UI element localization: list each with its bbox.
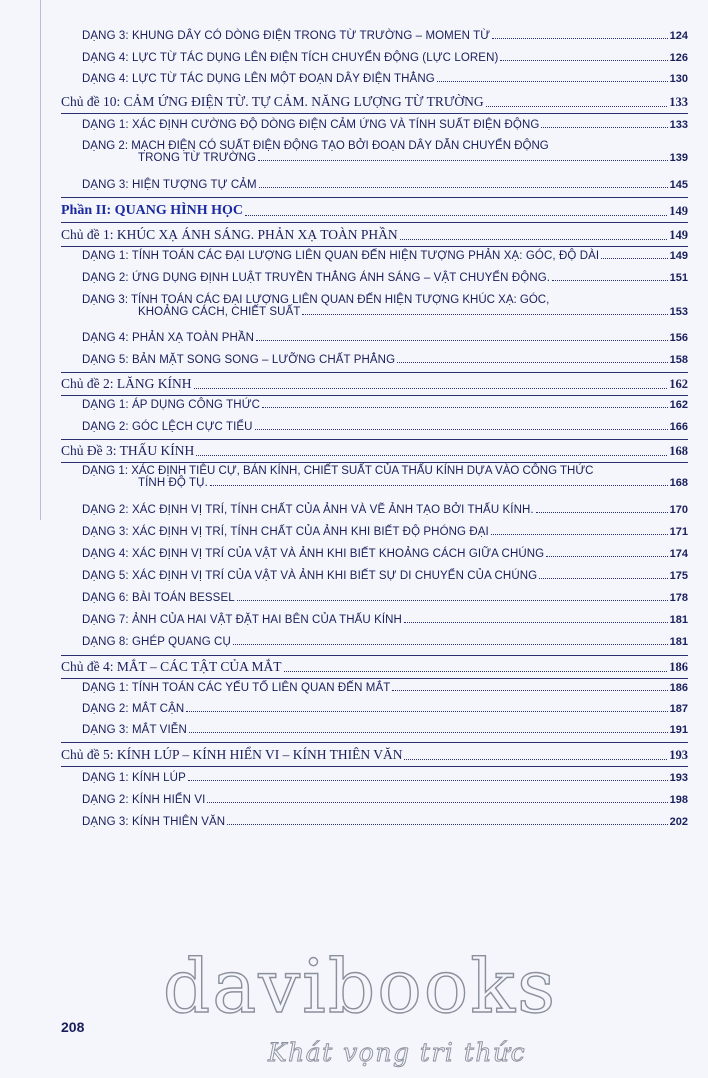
toc-entry[interactable]: [82, 636, 688, 648]
dot-leader: [392, 689, 667, 691]
toc-chapter-label: Chủ đề 2: LĂNG KÍNH: [61, 376, 192, 391]
dot-leader: [552, 279, 668, 281]
toc-entry-label: DẠNG 2: XÁC ĐỊNH VỊ TRÍ, TÍNH CHẤT CỦA ẢNH VÀ VẼ ẢNH TẠO BỞI THẤU KÍNH.: [82, 504, 534, 516]
toc-entry[interactable]: [82, 272, 688, 284]
dot-leader: [486, 105, 668, 107]
toc-entry[interactable]: [82, 73, 688, 85]
toc-entry[interactable]: [82, 294, 688, 318]
toc-entry-page: 171: [669, 526, 688, 538]
toc-entry-label: DẠNG 3: HIỆN TƯỢNG TỰ CẢM: [82, 179, 257, 191]
toc-entry-label: DẠNG 4: XÁC ĐỊNH VỊ TRÍ CỦA VẬT VÀ ẢNH KHI BIẾT KHOẢNG CÁCH GIỮA CHÚNG: [82, 548, 545, 560]
toc-entry-label: DẠNG 4: LỰC TỪ TÁC DỤNG LÊN ĐIỆN TÍCH CHUYỂN ĐỘNG (LỰC LOREN): [82, 52, 499, 64]
toc-entry[interactable]: [82, 354, 688, 366]
toc-entry-page: 158: [669, 354, 688, 366]
toc-entry-label: DẠNG 2: GÓC LỆCH CỰC TIỂU: [82, 421, 253, 433]
toc-part-page: 149: [669, 204, 688, 218]
toc-entry-label: DẠNG 2: KÍNH HIỂN VI: [82, 794, 206, 806]
toc-chapter-label: Chủ đề 4: MẮT – CÁC TẬT CỦA MẮT: [61, 659, 282, 674]
page-number: 208: [61, 1019, 85, 1035]
chapter-rule: [61, 462, 688, 463]
toc-entry-page: 133: [669, 119, 688, 131]
dot-leader: [546, 555, 667, 557]
toc-chapter[interactable]: [61, 659, 688, 675]
toc-chapter[interactable]: [61, 94, 688, 110]
dot-leader: [536, 511, 668, 513]
watermark-subtitle: Khát vọng tri thức: [268, 1038, 527, 1067]
dot-leader: [491, 533, 668, 535]
toc-entry-page: 170: [669, 504, 688, 516]
toc-entry-page: 156: [669, 332, 688, 344]
toc-entry-label-continued: TÍNH ĐỘ TỤ.: [138, 477, 208, 489]
toc-chapter-label: Chủ Đề 3: THẤU KÍNH: [61, 443, 195, 458]
toc-entry[interactable]: [82, 504, 688, 516]
toc-entry-label: DẠNG 2: MẮT CẬN: [82, 703, 185, 715]
section-rule: [61, 372, 688, 373]
toc-chapter[interactable]: [61, 443, 688, 459]
toc-entry-label: DẠNG 1: TÍNH TOÁN CÁC YẾU TỐ LIÊN QUAN ĐẾN MẮT: [82, 682, 391, 694]
toc-entry-page: 186: [669, 682, 688, 694]
toc-entry-page: 198: [669, 794, 688, 806]
dot-leader: [541, 126, 667, 128]
toc-entry-label: DẠNG 3: MẮT VIỄN: [82, 724, 187, 736]
toc-entry-label: DẠNG 1: XÁC ĐỊNH TIÊU CỰ, BÁN KÍNH, CHIẾT SUẤT CỦA THẤU KÍNH DỰA VÀO CÔNG THỨC: [82, 465, 594, 477]
toc-entry-label: DẠNG 2: MẠCH ĐIỆN CÓ SUẤT ĐIỆN ĐỘNG TẠO BỞI ĐOẠN DÂY DẪN CHUYỂN ĐỘNG: [82, 140, 549, 152]
watermark-title: davibooks: [162, 944, 558, 1030]
toc-entry-page: 162: [669, 399, 688, 411]
toc-entry[interactable]: [82, 794, 688, 806]
toc-entry-page: 130: [669, 73, 688, 85]
toc-chapter-label: Chủ đề 5: KÍNH LÚP – KÍNH HIỂN VI – KÍNH THIÊN VĂN: [61, 747, 403, 762]
toc-entry-page: 168: [669, 477, 688, 489]
dot-leader: [210, 484, 668, 486]
dot-leader: [601, 257, 667, 259]
part-rule: [61, 222, 688, 223]
page-binding-edge: [40, 0, 41, 520]
toc-entry-label-continued: KHOẢNG CÁCH, CHIẾT SUẤT: [138, 306, 301, 318]
chapter-rule: [61, 113, 688, 114]
toc-entry-page: 191: [669, 724, 688, 736]
dot-leader: [189, 731, 668, 733]
toc-chapter-page: 186: [669, 660, 688, 674]
toc-entry-page: 145: [669, 179, 688, 191]
toc-entry[interactable]: [82, 703, 688, 715]
toc-entry[interactable]: [82, 421, 688, 433]
toc-entry-label: DẠNG 1: KÍNH LÚP: [82, 772, 186, 784]
dot-leader: [227, 823, 667, 825]
toc-entry[interactable]: [82, 250, 688, 262]
section-rule: [61, 655, 688, 656]
toc-entry-label: DẠNG 3: KHUNG DÂY CÓ DÒNG ĐIỆN TRONG TỪ TRƯỜNG – MOMEN TỪ: [82, 30, 491, 42]
section-rule: [61, 197, 688, 198]
toc-entry[interactable]: [82, 179, 688, 191]
toc-entry[interactable]: [82, 526, 688, 538]
toc-entry-page: 151: [669, 272, 688, 284]
toc-entry-page: 187: [669, 703, 688, 715]
dot-leader: [539, 577, 667, 579]
dot-leader: [188, 779, 668, 781]
toc-entry[interactable]: [82, 592, 688, 604]
toc-entry[interactable]: [82, 570, 688, 582]
toc-entry[interactable]: [82, 52, 688, 64]
dot-leader: [262, 406, 668, 408]
toc-chapter-page: 162: [669, 377, 688, 391]
chapter-rule: [61, 766, 688, 767]
dot-leader: [492, 37, 667, 39]
toc-chapter-page: 168: [669, 444, 688, 458]
toc-entry-page: 178: [669, 592, 688, 604]
dot-leader: [259, 186, 668, 188]
dot-leader: [237, 599, 668, 601]
dot-leader: [404, 758, 667, 760]
toc-entry[interactable]: [82, 772, 688, 784]
toc-chapter-page: 193: [669, 748, 688, 762]
toc-entry[interactable]: [82, 465, 688, 489]
toc-entry-label: DẠNG 8: GHÉP QUANG CỤ: [82, 636, 231, 648]
toc-entry-label: DẠNG 6: BÀI TOÁN BESSEL: [82, 592, 235, 604]
toc-entry-page: 124: [669, 30, 688, 42]
dot-leader: [284, 670, 668, 672]
toc-entry-label: DẠNG 2: ỨNG DỤNG ĐỊNH LUẬT TRUYỀN THẲNG ÁNH SÁNG – VẬT CHUYỂN ĐỘNG.: [82, 272, 551, 284]
dot-leader: [207, 801, 667, 803]
toc-entry-page: 181: [669, 614, 688, 626]
toc-entry[interactable]: [82, 140, 688, 164]
dot-leader: [196, 454, 667, 456]
toc-chapter[interactable]: [61, 747, 688, 763]
toc-entry-label: DẠNG 3: XÁC ĐỊNH VỊ TRÍ, TÍNH CHẤT CỦA ẢNH KHI BIẾT ĐỘ PHÓNG ĐẠI: [82, 526, 489, 538]
dot-leader: [255, 428, 668, 430]
toc-entry-label: DẠNG 1: ÁP DỤNG CÔNG THỨC: [82, 399, 261, 411]
chapter-rule: [61, 246, 688, 247]
dot-leader: [397, 361, 668, 363]
toc-entry-page: 175: [669, 570, 688, 582]
toc-entry-label: DẠNG 4: PHẢN XẠ TOÀN PHẦN: [82, 332, 255, 344]
dot-leader: [245, 214, 667, 216]
toc-chapter[interactable]: [61, 227, 688, 243]
toc-chapter-page: 149: [669, 228, 688, 242]
toc-entry-page: 202: [669, 816, 688, 828]
toc-entry-label: DẠNG 1: XÁC ĐỊNH CƯỜNG ĐỘ DÒNG ĐIỆN CẢM ỨNG VÀ TÍNH SUẤT ĐIỆN ĐỘNG: [82, 119, 540, 131]
toc-entry-label: DẠNG 4: LỰC TỪ TÁC DỤNG LÊN MỘT ĐOẠN DÂY ĐIỆN THẲNG: [82, 73, 435, 85]
toc-entry-label: DẠNG 7: ẢNH CỦA HAI VẬT ĐẶT HAI BÊN CỦA THẤU KÍNH: [82, 614, 402, 626]
toc-entry-page: 139: [669, 152, 688, 164]
toc-chapter-label: Chủ đề 1: KHÚC XẠ ÁNH SÁNG. PHẢN XẠ TOÀN PHẦN: [61, 227, 398, 242]
dot-leader: [194, 387, 668, 389]
dot-leader: [400, 238, 668, 240]
toc-entry-label: DẠNG 3: TÍNH TOÁN CÁC ĐẠI LƯỢNG LIÊN QUAN ĐẾN HIỆN TƯỢNG KHÚC XẠ: GÓC,: [82, 294, 550, 306]
dot-leader: [302, 313, 667, 315]
dot-leader: [437, 80, 668, 82]
toc-chapter[interactable]: [61, 376, 688, 392]
toc-entry[interactable]: [82, 614, 688, 626]
toc-entry-page: 126: [669, 52, 688, 64]
dot-leader: [233, 643, 668, 645]
toc-entry-page: 174: [669, 548, 688, 560]
dot-leader: [258, 159, 668, 161]
chapter-rule: [61, 678, 688, 679]
dot-leader: [256, 339, 668, 341]
toc-entry[interactable]: [82, 30, 688, 42]
toc-chapter-page: 133: [669, 95, 688, 109]
toc-entry-label: DẠNG 5: XÁC ĐỊNH VỊ TRÍ CỦA VẬT VÀ ẢNH KHI BIẾT SỰ DI CHUYỂN CỦA CHÚNG: [82, 570, 538, 582]
toc-entry[interactable]: [82, 399, 688, 411]
toc-entry[interactable]: [82, 816, 688, 828]
toc-entry[interactable]: [82, 119, 688, 131]
toc-entry[interactable]: [82, 682, 688, 694]
toc-part[interactable]: [61, 203, 688, 219]
chapter-rule: [61, 395, 688, 396]
toc-entry-page: 153: [669, 306, 688, 318]
dot-leader: [186, 710, 667, 712]
toc-entry-page: 181: [669, 636, 688, 648]
toc-entry-page: 166: [669, 421, 688, 433]
toc-entry-label-continued: TRONG TỪ TRƯỜNG: [138, 152, 257, 164]
toc-entry-label: DẠNG 5: BẢN MẶT SONG SONG – LƯỠNG CHẤT PHẲNG: [82, 354, 396, 366]
toc-entry-label: DẠNG 3: KÍNH THIÊN VĂN: [82, 816, 226, 828]
toc-chapter-label: Chủ đề 10: CẢM ỨNG ĐIỆN TỪ. TỰ CẢM. NĂNG LƯỢNG TỪ TRƯỜNG: [61, 94, 484, 109]
toc-entry[interactable]: [82, 724, 688, 736]
toc-entry[interactable]: [82, 548, 688, 560]
toc-entry[interactable]: [82, 332, 688, 344]
section-rule: [61, 439, 688, 440]
dot-leader: [404, 621, 668, 623]
section-rule: [61, 742, 688, 743]
toc-entry-page: 149: [669, 250, 688, 262]
toc-entry-label: DẠNG 1: TÍNH TOÁN CÁC ĐẠI LƯỢNG LIÊN QUAN ĐẾN HIỆN TƯỢNG PHẢN XẠ: GÓC, ĐỘ DÀI: [82, 250, 600, 262]
dot-leader: [500, 59, 667, 61]
toc-part-label: Phần II: QUANG HÌNH HỌC: [61, 203, 244, 218]
toc-entry-page: 193: [669, 772, 688, 784]
